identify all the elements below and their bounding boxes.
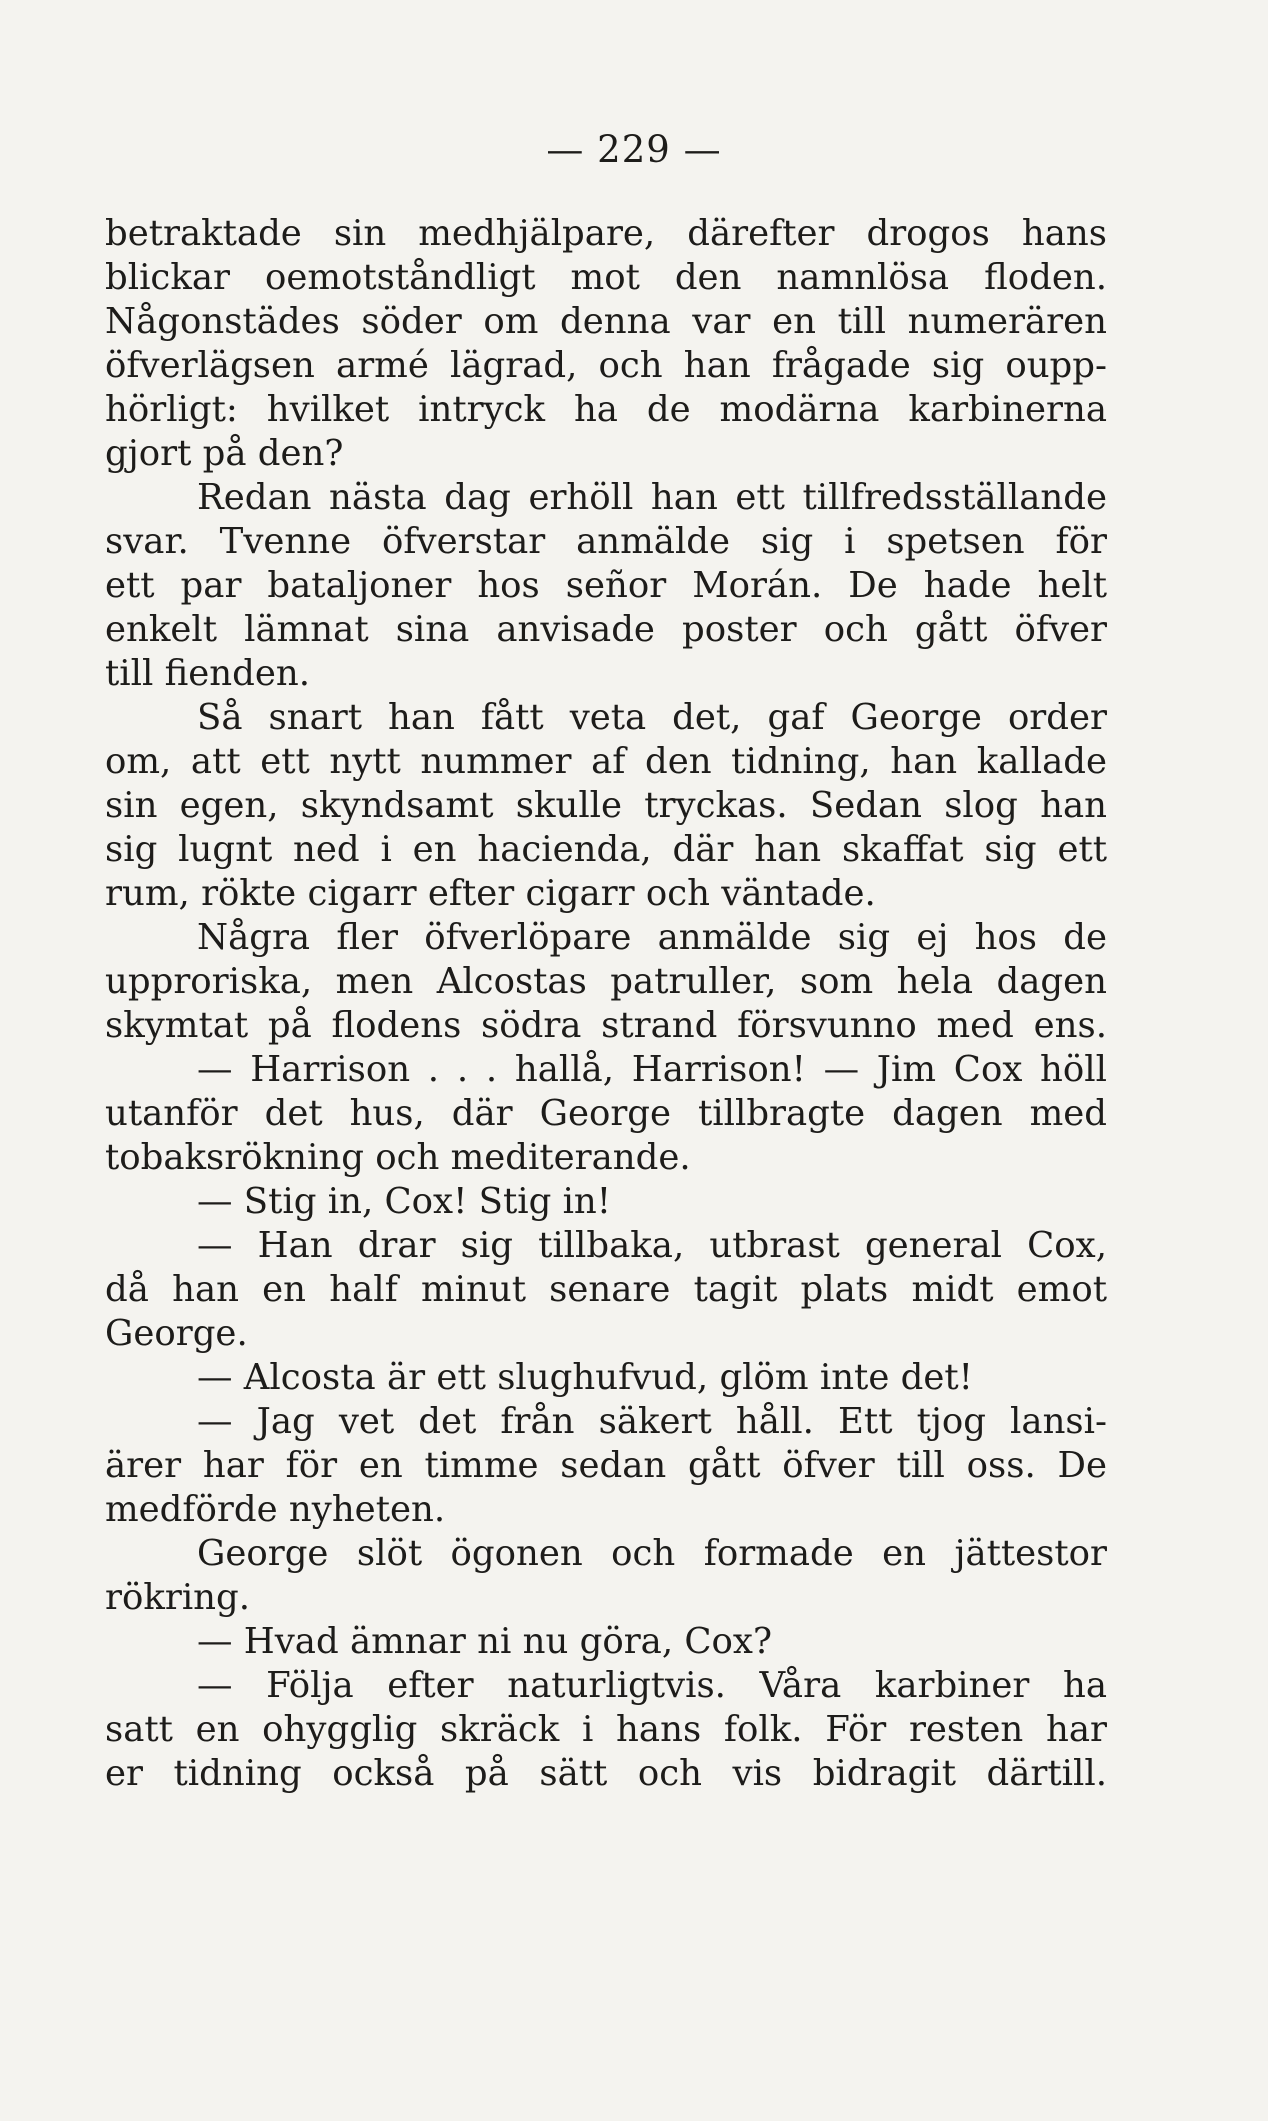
body-text [105,212,1107,1796]
text-line: svar. Tvenne öfverstar anmälde sig i spetsen för [105,521,1107,562]
text-line: — Hvad ämnar ni nu göra, Cox? [197,1621,772,1662]
text-line: satt en ohygglig skräck i hans folk. För resten har [105,1709,1107,1750]
text-line: då han en half minut senare tagit plats midt emot [105,1269,1107,1310]
text-line: — Alcosta är ett slughufvud, glöm inte det! [197,1357,973,1398]
text-line: ett par bataljoner hos señor Morán. De hade helt [105,565,1107,606]
text-line: rökring. [105,1577,251,1618]
text-line: hörligt: hvilket intryck ha de modärna karbinerna [105,389,1107,430]
text-line: till fienden. [105,653,311,694]
text-line: enkelt lämnat sina anvisade poster och gått öfver [105,609,1107,650]
text-line: ärer har för en timme sedan gått öfver till oss. De [105,1445,1107,1486]
text-line: upproriska, men Alcostas patruller, som hela dagen [105,961,1107,1002]
text-line: er tidning också på sätt och vis bidragit därtill. [105,1753,1107,1794]
text-line: — Harrison . . . hallå, Harrison! — Jim Cox höll [197,1049,1107,1090]
text-line: George slöt ögonen och formade en jättestor [197,1533,1107,1574]
text-line: utanför det hus, där George tillbragte dagen med [105,1093,1107,1134]
text-line: öfverlägsen armé lägrad, och han frågade sig oupp- [105,345,1107,386]
text-line: medförde nyheten. [105,1489,446,1530]
text-line: gjort på den? [105,433,344,474]
text-line: sig lugnt ned i en hacienda, där han skaffat sig ett [105,829,1107,870]
text-line: — Följa efter naturligtvis. Våra karbiner ha [197,1665,1107,1706]
text-line: blickar oemotståndligt mot den namnlösa floden. [105,257,1107,298]
text-line: — Han drar sig tillbaka, utbrast general Cox, [197,1225,1107,1266]
text-line: tobaksrökning och mediterande. [105,1137,691,1178]
text-line: om, att ett nytt nummer af den tidning, han kallade [105,741,1107,782]
text-line: — Stig in, Cox! Stig in! [197,1181,612,1222]
text-line: Så snart han fått veta det, gaf George order [197,697,1107,738]
page-number: — 229 — [546,128,722,171]
text-line: — Jag vet det från säkert håll. Ett tjog lansi- [197,1401,1107,1442]
text-line: sin egen, skyndsamt skulle tryckas. Sedan slog han [105,785,1107,826]
text-line: betraktade sin medhjälpare, därefter drogos hans [105,213,1107,254]
text-line: George. [105,1313,248,1354]
text-line: skymtat på flodens södra strand försvunno med ens. [105,1005,1107,1046]
text-line: Redan nästa dag erhöll han ett tillfredsställande [197,477,1107,518]
text-line: Någonstädes söder om denna var en till numerären [105,301,1107,342]
text-line: Några fler öfverlöpare anmälde sig ej hos de [197,917,1107,958]
text-line: rum, rökte cigarr efter cigarr och väntade. [105,873,876,914]
